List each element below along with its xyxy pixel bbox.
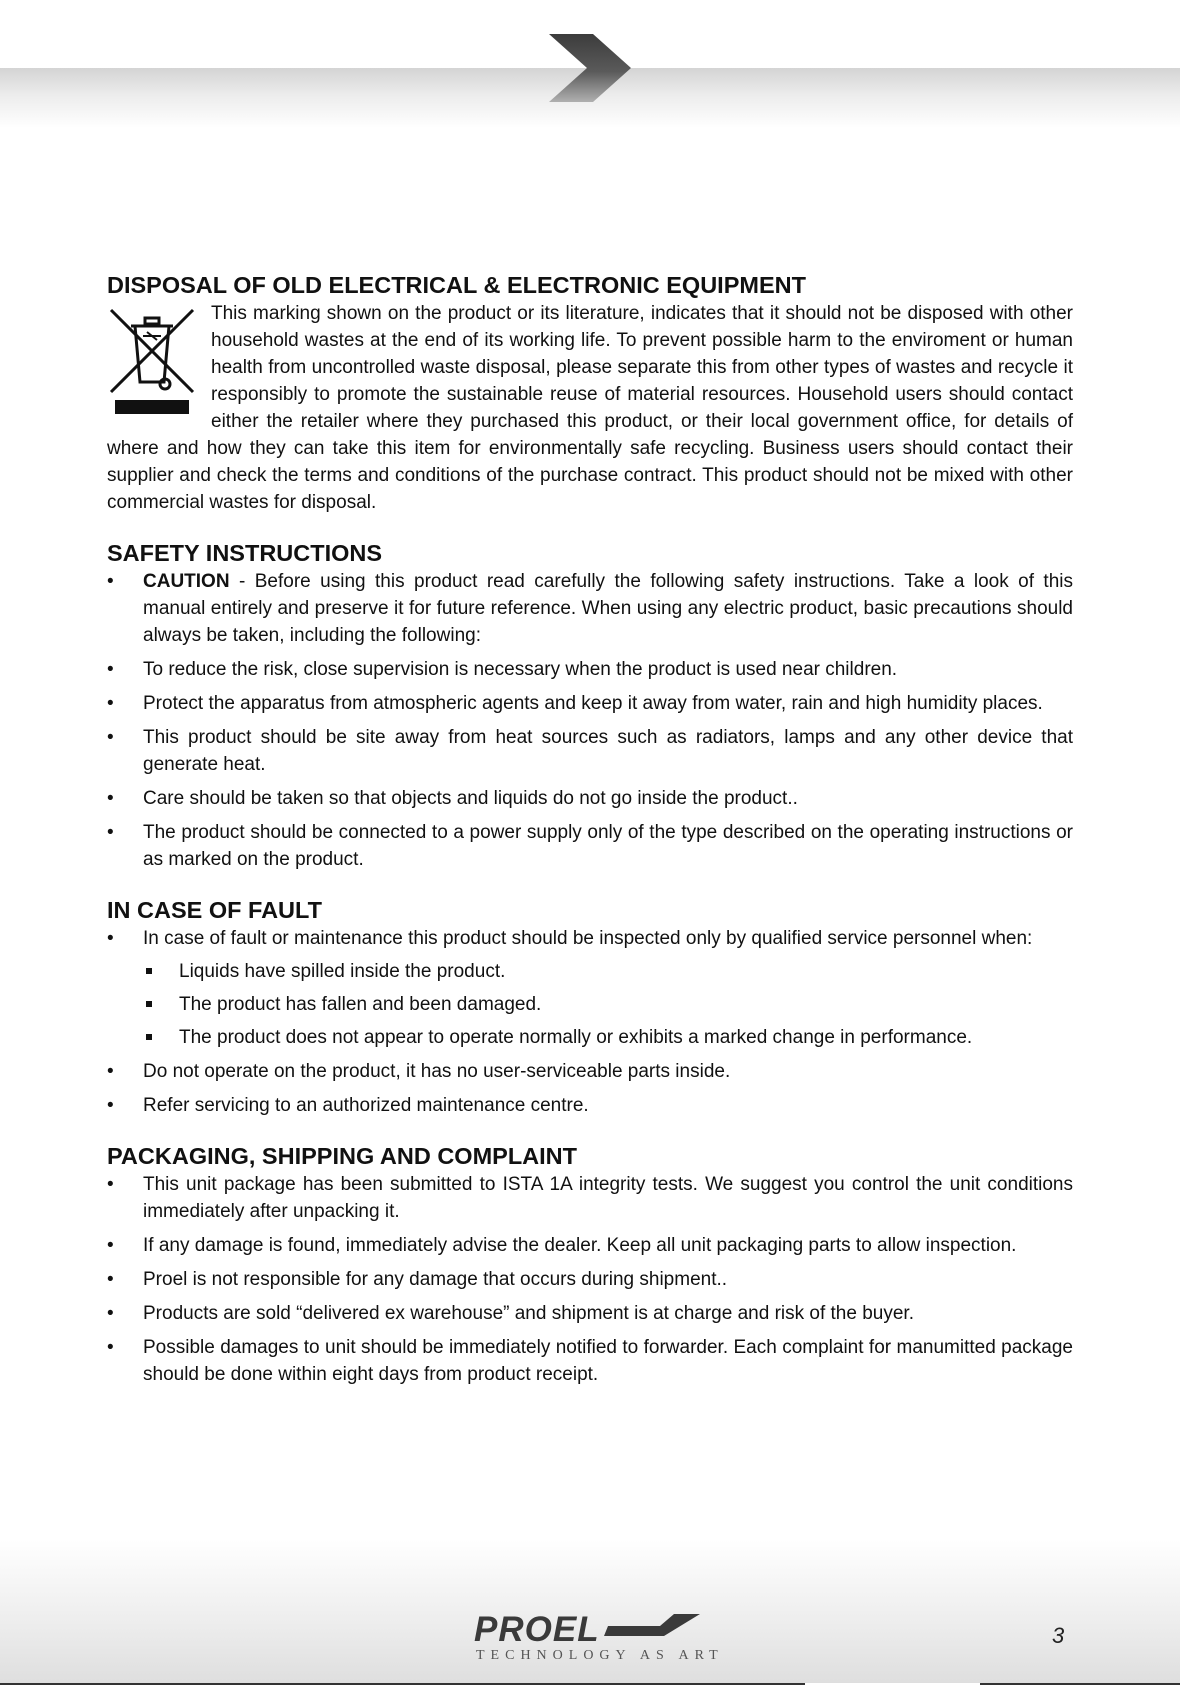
fault-heading: IN CASE OF FAULT (107, 897, 322, 923)
list-item: • Products are sold “delivered ex warehouse” and shipment is at charge and risk of the buyer. (107, 1300, 1073, 1327)
packaging-heading: PACKAGING, SHIPPING AND COMPLAINT (107, 1143, 578, 1169)
sub-list-item: Liquids have spilled inside the product. (143, 958, 1073, 985)
page-content (107, 270, 1073, 1410)
disposal-heading: DISPOSAL OF OLD ELECTRICAL & ELECTRONIC EQUIPMENT (107, 272, 806, 298)
packaging-list (107, 1171, 1073, 1388)
list-item: • This product should be site away from heat sources such as radiators, lamps and any other device that generate heat. (107, 724, 1073, 778)
list-item: • Possible damages to unit should be immediately notified to forwarder. Each complaint for manumitted package should be done within eight days from product receipt. (107, 1334, 1073, 1388)
list-item: • To reduce the risk, close supervision is necessary when the product is used near children. (107, 656, 1073, 683)
disposal-section (107, 270, 1073, 516)
list-item: • Protect the apparatus from atmospheric agents and keep it away from water, rain and high humidity places. (107, 690, 1073, 717)
list-item (107, 925, 1073, 1051)
list-item: • Refer servicing to an authorized maintenance centre. (107, 1092, 1073, 1119)
caution-label: CAUTION (143, 571, 230, 592)
list-item: • Care should be taken so that objects and liquids do not go inside the product.. (107, 785, 1073, 812)
list-item: • If any damage is found, immediately advise the dealer. Keep all unit packaging parts to allow inspection. (107, 1232, 1073, 1259)
fault-list (107, 925, 1073, 1119)
chevron-arrow-icon (549, 34, 631, 102)
fault-section (107, 895, 1073, 1119)
disposal-text: This marking shown on the product or its literature, indicates that it should not be disposed with other household wastes at the end of its working life. To prevent possible harm to the enviroment or human health from uncontrolled waste disposal, please separate this from other types of wastes and recycle it responsibly to promote the sustainable reuse of material resources. Household users should contact either the retailer where they purchased this product, or their local government office, for details of where and how they can take this item for environmentally safe recycling. Business users should contact their supplier and check the terms and conditions of the purchase contract. This product should not be mixed with other commercial wastes for disposal. (107, 303, 1073, 513)
list-item: • The product should be connected to a power supply only of the type described on the operating instructions or as marked on the product. (107, 819, 1073, 873)
list-item: • Proel is not responsible for any damage that occurs during shipment.. (107, 1266, 1073, 1293)
list-item: • Do not operate on the product, it has no user-serviceable parts inside. (107, 1058, 1073, 1085)
crossed-out-wheeled-bin-icon (107, 304, 197, 416)
fault-intro: In case of fault or maintenance this product should be inspected only by qualified service personnel when: (143, 928, 1033, 949)
packaging-section (107, 1141, 1073, 1388)
fault-sub-list (143, 958, 1073, 1051)
list-item: • This unit package has been submitted to ISTA 1A integrity tests. We suggest you control the unit conditions immediately after unpacking it. (107, 1171, 1073, 1225)
caution-text: - Before using this product read carefully the following safety instructions. Take a look of this manual entirely and preserve it for future reference. When using any electric product, basic precautions should always be taken, including the following: (143, 571, 1073, 646)
brand-logo: PROEL (474, 1610, 600, 1649)
safety-list (107, 568, 1073, 873)
sub-list-item: The product has fallen and been damaged. (143, 991, 1073, 1018)
page-number: 3 (1052, 1623, 1065, 1648)
list-item (107, 568, 1073, 649)
safety-heading: SAFETY INSTRUCTIONS (107, 540, 383, 566)
sub-list-item: The product does not appear to operate normally or exhibits a marked change in performance. (143, 1024, 1073, 1051)
brand-tagline: TECHNOLOGY AS ART (476, 1648, 724, 1663)
logo-swoosh-icon (604, 1612, 700, 1638)
safety-section (107, 538, 1073, 873)
